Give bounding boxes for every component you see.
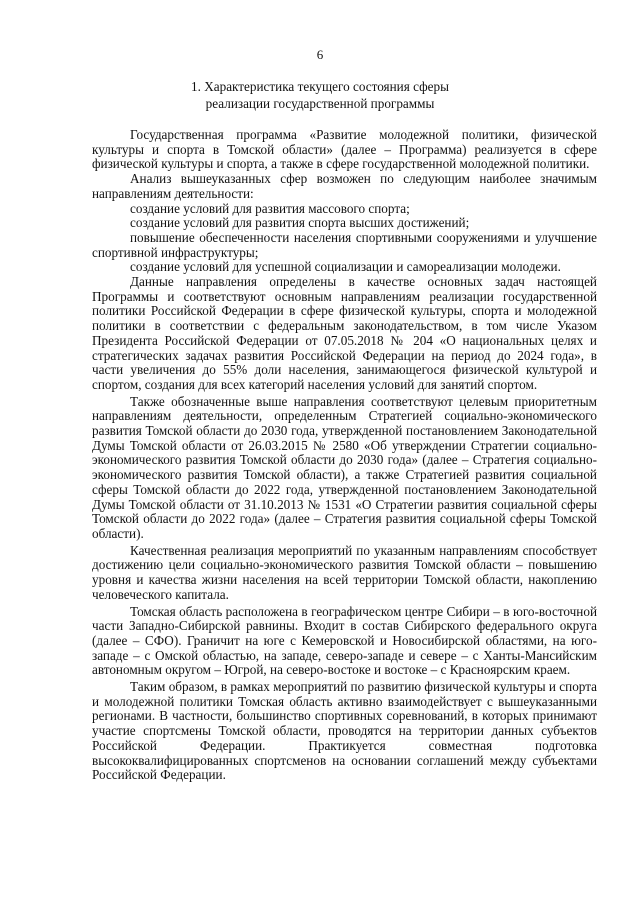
list-item-infrastructure: повышение обеспеченности населения спортивными сооружениями и улучшение спортивной инфраструктуры;: [92, 229, 597, 260]
paragraph-directions: Данные направления определены в качестве основных задач настоящей Программы и соответствуют основным направлениям реализации государственной политики Российской Федерации в сфере физической культуры, спорта и молодежной политики в соответствии с федеральным законодательством, в том числе Указом Президента Российской Федерации от 07.05.2018 № 204 «О национальных целях и стратегических задачах развития Российской Федерации на период до 2024 года», в части увеличения до 55% доли населения, занимающегося физической культурой и спортом, создания для всех категорий населения условий для занятий спортом.: [92, 274, 597, 392]
list-item-youth: создание условий для успешной социализации и самореализации молодежи.: [130, 259, 561, 275]
paragraph-quality: Качественная реализация мероприятий по указанным направлениям способствует достижению цели социально-экономического развития Томской области – повышению уровня и качества жизни населения на всей территории Томской области, накоплению человеческого капитала.: [92, 542, 597, 602]
paragraph-strategy: Также обозначенные выше направления соответствуют целевым приоритетным направлениям деятельности, определенным Стратегией социально-экономического развития Томской области до 2030 года, утвержденной постановлением Законодательной Думы Томской области от 26.03.2015 № 2580 «Об утверждении Стратегии социально-экономического развития Томской области до 2030 года» (далее – Стратегия социально-экономического развития Томской области), а также Стратегией развития социальной сферы Томской области до 2022 года, утвержденной постановлением Законодательной Думы Томской области от 31.10.2013 № 1531 «О Стратегии развития социальной сферы Томской области до 2022 года» (далее – Стратегия развития социальной сферы Томской области).: [92, 393, 597, 541]
page-number: 6: [316, 47, 324, 62]
paragraph-analysis: Анализ вышеуказанных сфер возможен по следующим наиболее значимым направлениям деятельности:: [92, 171, 597, 201]
paragraph-geography: Томская область расположена в географическом центре Сибири – в юго-восточной части Западно-Сибирской равнины. Входит в состав Сибирского федерального округа (далее – СФО). Граничит на юге с Кемеровской и Новосибирской областями, на юго-западе – с Омской областью, на западе, северо-западе и севере – с Ханты-Мансийским автономным округом – Югрой, на северо-востоке и востоке – с Красноярским краем.: [92, 603, 597, 678]
paragraph-program-intro: Государственная программа «Развитие молодежной политики, физической культуры и спорта в Томской области» (далее – Программа) реализуется в сфере физической культуры и спорта, а также в сфере государственной молодежной политики.: [92, 127, 597, 172]
document-body: [92, 128, 597, 783]
section-heading: [92, 79, 548, 112]
section-heading-line-1: 1. Характеристика текущего состояния сферы: [191, 79, 449, 94]
section-heading-line-2: реализации государственной программы: [205, 95, 435, 111]
list-item-high-sport: создание условий для развития спорта высших достижений;: [130, 215, 470, 231]
paragraph-cooperation: Таким образом, в рамках мероприятий по развитию физической культуры и спорта и молодежной политики Томская область активно взаимодействует с вышеуказанными регионами. В частности, большинство спортивных соревнований, в которых принимают участие спортсмены Томской области, проводятся на территории данных субъектов Российской Федерации. Практикуется совместная подготовка высококвалифицированных спортсменов на основании соглашений между субъектами Российской Федерации.: [92, 679, 597, 783]
list-item-mass-sport: создание условий для развития массового спорта;: [130, 200, 410, 216]
